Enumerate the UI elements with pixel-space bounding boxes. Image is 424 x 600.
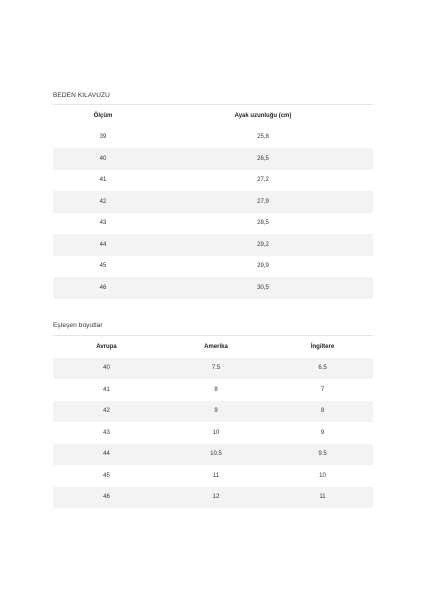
table-row	[53, 358, 373, 380]
size-cell: 43	[99, 220, 107, 227]
table-row	[53, 277, 373, 299]
table-row	[53, 127, 373, 149]
table-row	[53, 422, 373, 444]
size-cell: 45	[99, 263, 107, 270]
table-row	[53, 234, 373, 256]
column-header-europe: Avrupa	[96, 343, 117, 350]
foot-length-cell: 26,5	[257, 155, 269, 162]
matching-sizes-table	[53, 335, 373, 508]
uk-size-cell: 9.5	[318, 451, 327, 458]
europe-size-cell: 40	[103, 365, 110, 372]
size-cell: 46	[99, 284, 107, 291]
uk-size-cell: 9	[320, 429, 325, 436]
foot-length-cell: 25,8	[257, 134, 269, 141]
america-size-cell: 12	[212, 494, 220, 501]
column-header-uk: İngiltere	[310, 343, 335, 350]
america-size-cell: 7.5	[211, 365, 221, 372]
table-header-row	[53, 336, 373, 358]
europe-size-cell: 43	[103, 429, 110, 436]
europe-size-cell: 45	[103, 472, 110, 479]
foot-length-cell: 27,2	[257, 177, 269, 184]
uk-size-cell: 11	[319, 494, 326, 501]
uk-size-cell: 8	[320, 408, 325, 415]
column-header-measure: Ölçüm	[93, 112, 113, 119]
table-row	[53, 465, 373, 487]
table-row	[53, 191, 373, 213]
matching-sizes-title: Eşleşen boyutlar	[53, 322, 103, 329]
uk-size-cell: 6.5	[318, 365, 327, 372]
table-row	[53, 379, 373, 401]
table-row	[53, 256, 373, 278]
table-header-row	[53, 105, 373, 127]
america-size-cell: 11	[212, 472, 220, 479]
size-guide-table	[53, 104, 373, 299]
size-cell: 42	[99, 198, 107, 205]
america-size-cell: 8	[214, 386, 218, 393]
foot-length-cell: 28,5	[257, 220, 269, 227]
column-header-foot-length: Ayak uzunluğu (cm)	[234, 112, 292, 119]
foot-length-cell: 27,9	[257, 198, 269, 205]
foot-length-cell: 30,5	[257, 284, 269, 291]
size-cell: 41	[99, 177, 107, 184]
table-row	[53, 487, 373, 509]
size-cell: 44	[99, 241, 107, 248]
size-cell: 40	[99, 155, 107, 162]
europe-size-cell: 46	[103, 494, 110, 501]
table-row	[53, 170, 373, 192]
europe-size-cell: 42	[103, 408, 110, 415]
europe-size-cell: 41	[103, 386, 110, 393]
size-guide-title: BEDEN KILAVUZU	[53, 92, 110, 99]
foot-length-cell: 29,9	[257, 263, 269, 270]
size-cell: 39	[99, 134, 107, 141]
table-row	[53, 401, 373, 423]
table-row	[53, 444, 373, 466]
table-row	[53, 213, 373, 235]
foot-length-cell: 29,2	[257, 241, 269, 248]
america-size-cell: 10.5	[210, 451, 222, 458]
america-size-cell: 10	[212, 429, 220, 436]
column-header-america: Amerika	[204, 343, 228, 350]
table-row	[53, 148, 373, 170]
uk-size-cell: 10	[319, 472, 326, 479]
europe-size-cell: 44	[103, 451, 110, 458]
uk-size-cell: 7	[320, 386, 325, 393]
america-size-cell: 9	[214, 408, 218, 415]
